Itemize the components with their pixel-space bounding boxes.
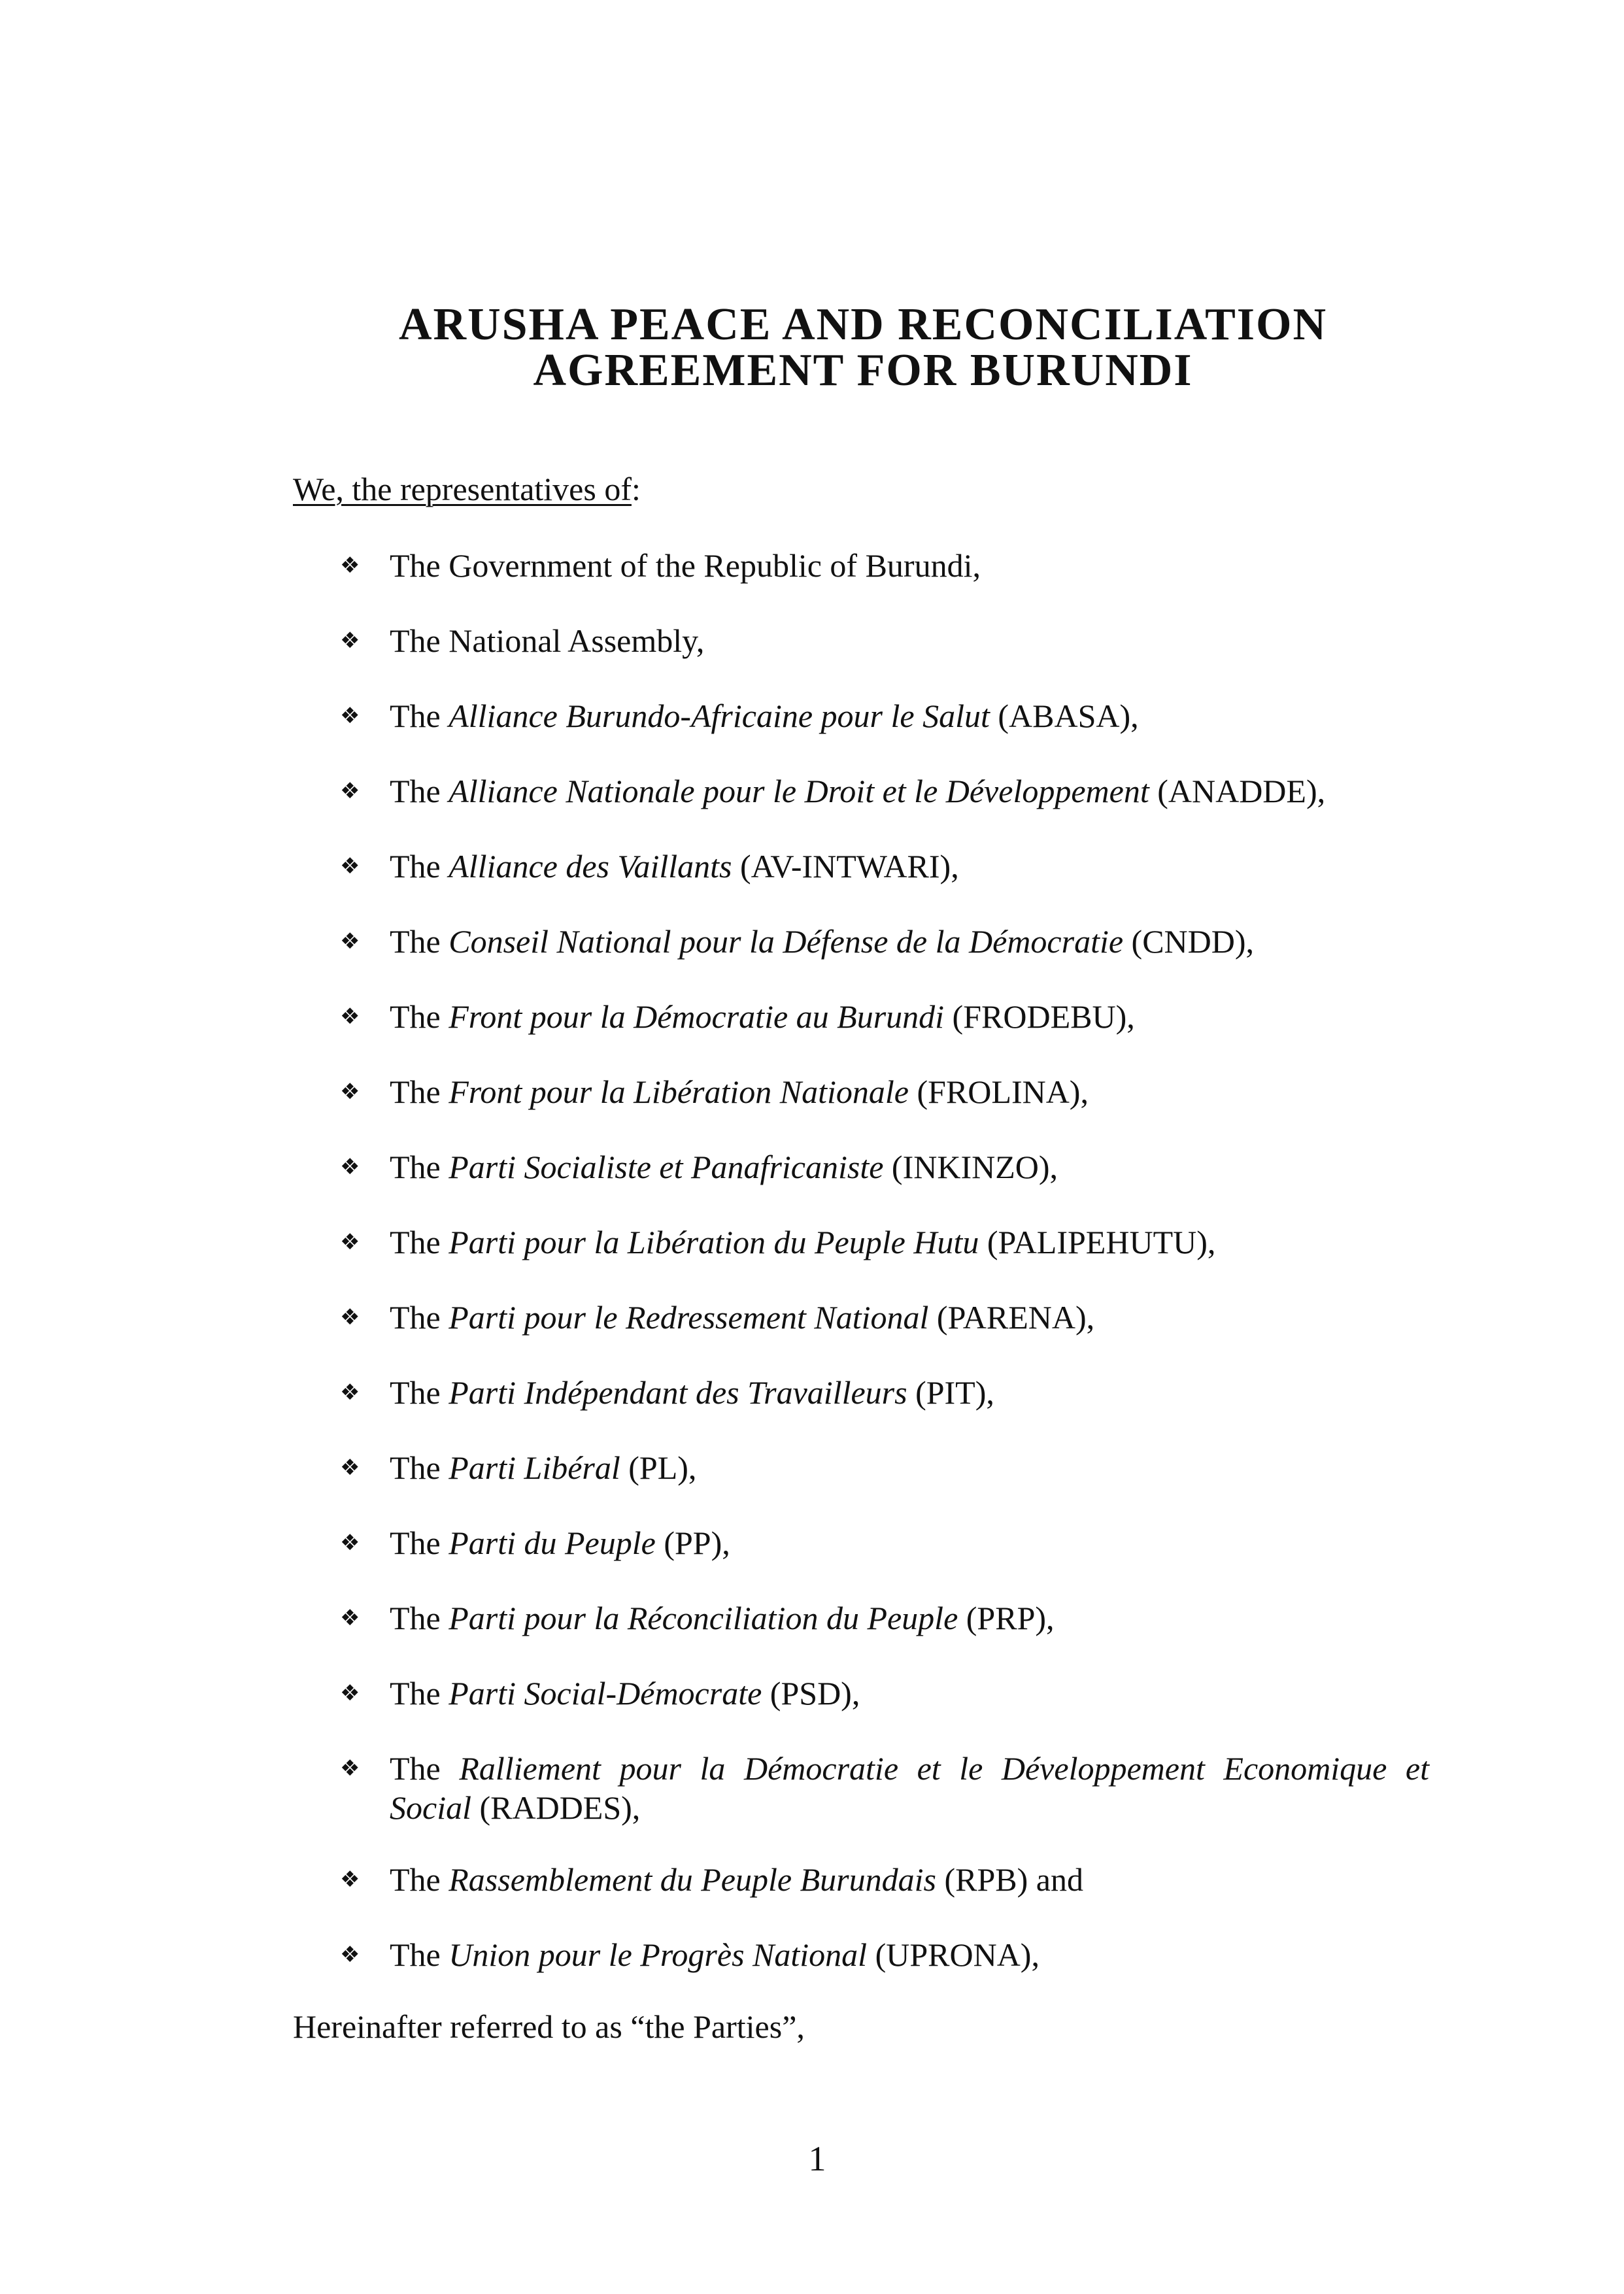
party-name-line-1: Ralliement pour la Démocratie et le Développement Economique et [459,1750,1429,1787]
party-name: Alliance des Vaillants [448,848,732,885]
diamond-bullet-icon: ❖ [340,1079,360,1105]
party-name: Parti du Peuple [448,1525,656,1561]
party-suffix: National Assembly, [448,622,705,659]
party-abbreviation: (CNDD), [1123,923,1255,960]
diamond-bullet-icon: ❖ [340,1680,360,1706]
party-prefix: The [390,1750,460,1787]
party-name: Parti pour la Libération du Peuple Hutu [448,1224,979,1260]
party-prefix: The [390,1374,449,1411]
party-abbreviation: (UPRONA), [867,1936,1040,1973]
intro-line [293,469,641,509]
diamond-bullet-icon: ❖ [340,1154,360,1180]
diamond-bullet-icon: ❖ [340,1605,360,1631]
party-prefix: The [390,1224,449,1260]
party-name: Parti Libéral [448,1449,620,1486]
party-prefix: The [390,698,449,734]
party-abbreviation: (ABASA), [989,698,1139,734]
party-prefix: The [390,1600,449,1636]
party-name: Parti pour la Réconciliation du Peuple [448,1600,958,1636]
party-prefix: The [390,773,449,809]
party-name: Front pour la Démocratie au Burundi [448,998,945,1035]
diamond-bullet-icon: ❖ [340,1379,360,1406]
intro-underlined-text: We, the representatives of [293,471,632,507]
party-prefix: The [390,1299,449,1336]
diamond-bullet-icon: ❖ [340,778,360,804]
party-prefix: The [390,547,449,584]
page-number: 1 [808,2139,826,2178]
party-name: Union pour le Progrès National [448,1936,868,1973]
party-name: Alliance Burundo-Africaine pour le Salut [448,698,990,734]
diamond-bullet-icon: ❖ [340,1530,360,1556]
party-abbreviation: (PARENA), [928,1299,1095,1336]
intro-colon: : [631,471,641,507]
party-abbreviation: (PRP), [958,1600,1055,1636]
party-prefix: The [390,998,449,1035]
party-abbreviation: (FRODEBU), [944,998,1135,1035]
document-title-line-2: AGREEMENT FOR BURUNDI [533,345,1193,396]
party-name: Conseil National pour la Défense de la Démocratie [448,923,1124,960]
party-name: Parti Indépendant des Travailleurs [448,1374,907,1411]
party-abbreviation: (PALIPEHUTU), [979,1224,1216,1260]
diamond-bullet-icon: ❖ [340,628,360,654]
party-prefix: The [390,1073,449,1110]
diamond-bullet-icon: ❖ [340,1229,360,1255]
document-title-line-1: ARUSHA PEACE AND RECONCILIATION [398,299,1328,350]
party-prefix: The [390,1675,449,1712]
party-abbreviation: (RPB) and [936,1861,1083,1898]
diamond-bullet-icon: ❖ [340,1304,360,1330]
party-name-line-2: Social [390,1789,471,1826]
diamond-bullet-icon: ❖ [340,1866,360,1893]
party-name: Alliance Nationale pour le Droit et le Développement [448,773,1149,809]
party-prefix: The [390,622,449,659]
closing-line: Hereinafter referred to as “the Parties”, [293,2008,805,2045]
party-prefix: The [390,848,449,885]
party-prefix: The [390,1525,449,1561]
diamond-bullet-icon: ❖ [340,1942,360,1968]
party-name: Parti Social-Démocrate [448,1675,762,1712]
party-abbreviation: (AV-INTWARI), [732,848,959,885]
diamond-bullet-icon: ❖ [340,853,360,879]
party-name: Parti pour le Redressement National [448,1299,929,1336]
party-abbreviation: (INKINZO), [883,1149,1058,1185]
party-prefix: The [390,1149,449,1185]
party-name: Parti Socialiste et Panafricaniste [448,1149,884,1185]
diamond-bullet-icon: ❖ [340,552,360,579]
party-abbreviation: (RADDES), [471,1789,641,1826]
party-prefix: The [390,1861,449,1898]
party-abbreviation: (PSD), [762,1675,860,1712]
party-prefix: The [390,1449,449,1486]
party-line-1 [390,1749,1429,1788]
party-prefix: The [390,923,449,960]
party-suffix: Government of the Republic of Burundi, [448,547,981,584]
diamond-bullet-icon: ❖ [340,928,360,954]
diamond-bullet-icon: ❖ [340,1755,360,1781]
party-prefix: The [390,1936,449,1973]
diamond-bullet-icon: ❖ [340,1004,360,1030]
party-abbreviation: (PL), [620,1449,697,1486]
diamond-bullet-icon: ❖ [340,703,360,729]
party-abbreviation: (PIT), [907,1374,994,1411]
party-name: Rassemblement du Peuple Burundais [448,1861,936,1898]
diamond-bullet-icon: ❖ [340,1455,360,1481]
party-abbreviation: (PP), [655,1525,730,1561]
party-abbreviation: (ANADDE), [1149,773,1326,809]
party-line-2 [390,1788,1429,1827]
party-name: Front pour la Libération Nationale [448,1073,909,1110]
party-abbreviation: (FROLINA), [908,1073,1089,1110]
